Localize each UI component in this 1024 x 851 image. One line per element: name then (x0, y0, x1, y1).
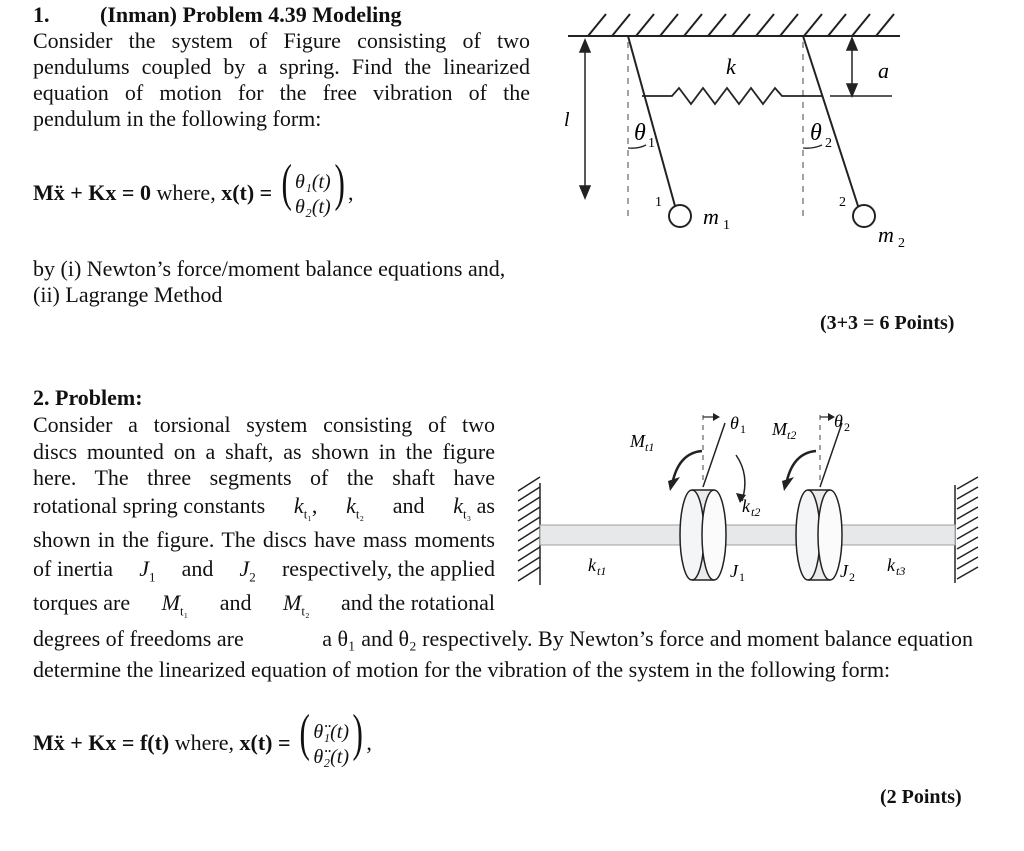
theta1-label: θ (634, 120, 646, 146)
eq2-entry-1: θ̈₁(t) (313, 720, 350, 743)
problem2-line-6 (33, 556, 495, 590)
problem2-title: 2. Problem: (33, 385, 143, 410)
problem1-points: (3+3 = 6 Points) (820, 312, 955, 334)
J2-inline-symbol: J (239, 556, 250, 581)
theta2-angle-arrow (820, 413, 835, 421)
eq1-xdef: x(t) = (221, 180, 273, 205)
eq1-vector (295, 170, 331, 220)
Mt1-inline-symbol: M (161, 590, 180, 615)
J2-fig-sub: 2 (849, 570, 855, 584)
kt2-inline-symbol: k (346, 493, 356, 518)
theta1-fig-sub: 1 (740, 422, 746, 436)
eq2-left-paren: ( (299, 705, 310, 762)
left-wall (518, 477, 540, 585)
theta2-line (820, 423, 842, 487)
coupling-spring (642, 88, 822, 104)
problem2-line-7-text: torques are (33, 590, 131, 615)
eq1-trail: , (348, 180, 354, 205)
eq1-entry-1: θ₁(t) (295, 170, 331, 193)
J2-inline-sub: 2 (249, 569, 256, 585)
J1-inline (139, 556, 155, 590)
problem2-line-9: determine the linearized equation of motion for the vibration of the system in the following form: (33, 657, 891, 682)
eq1-lhs: Mẍ + Kx = 0 (33, 180, 151, 205)
problem1-number: 1. (33, 2, 50, 27)
J2-fig-label: J (840, 561, 848, 581)
problem2-line-8-text: degrees of freedoms are (33, 626, 244, 651)
Mt2-torque-arrow (782, 451, 816, 491)
problem2-line-3: here. The three segments of the shaft have (33, 465, 495, 490)
problem1-line-4: pendulum in the following form: (33, 106, 322, 131)
kt2-inline-sub: t₂ (355, 506, 364, 522)
eq2-entry-2: θ̈₂(t) (313, 745, 350, 768)
pendulum2-mass (853, 205, 875, 227)
eq2-vector (313, 720, 349, 770)
problem2-line-6-text: of inertia (33, 556, 114, 581)
m2-sub: 2 (898, 236, 905, 251)
eq1-right-paren: ) (334, 155, 345, 212)
kt3-inline-symbol: k (453, 493, 463, 518)
Mt2-inline-symbol: M (283, 590, 302, 615)
eq1-left-paren: ( (281, 155, 292, 212)
problem2-line-4 (33, 493, 495, 527)
rod2-label: 2 (839, 195, 846, 210)
Mt1-inline (162, 590, 188, 624)
problem2-equation (33, 705, 372, 770)
eq2-right-paren: ) (352, 705, 363, 762)
ceiling-hatch (588, 14, 894, 36)
J1-fig-label: J (730, 561, 738, 581)
Mt1-inline-sub: t₁ (180, 603, 189, 619)
eq2-xdef: x(t) = (239, 730, 291, 755)
kt1-inline-symbol: k (293, 493, 304, 518)
problem1-line-3: equation of motion for the free vibration of the (33, 80, 530, 105)
J1-fig-sub: 1 (739, 570, 745, 584)
a-label: a (878, 58, 889, 83)
Mt2-fig-sub: t2 (787, 428, 797, 442)
disc-1 (680, 490, 726, 580)
J1-inline-symbol: J (139, 556, 149, 581)
Mt2-fig-label: M (772, 419, 787, 439)
theta2-label: θ (810, 120, 822, 146)
eq1-where: where, (156, 180, 216, 205)
and-rotational: and the rotational (341, 590, 495, 615)
J2-inline (240, 556, 256, 590)
m1-sub: 1 (723, 218, 730, 233)
shaft (540, 525, 955, 545)
Mt2-inline (283, 590, 309, 624)
right-wall (955, 477, 978, 583)
kt1-inline-sub: t₁ (303, 506, 312, 522)
m2-label: m (878, 222, 894, 247)
kt1-fig-label: k (588, 555, 596, 575)
problem1-method-1: by (i) Newton’s force/moment balance equations and, (33, 256, 506, 281)
problem1-method-2: (ii) Lagrange Method (33, 282, 223, 307)
kt3-fig-sub: t3 (896, 564, 906, 578)
problem1-line-2: pendulums coupled by a spring. Find the linearized (33, 54, 530, 79)
problem1-equation (33, 155, 354, 220)
eq1-entry-2: θ₂(t) (295, 195, 331, 218)
kt2-inline (346, 493, 364, 527)
respectively-applied: respectively, the applied (281, 556, 495, 581)
theta1-fig-label: θ (730, 413, 739, 433)
problem2-line-4-text: rotational spring constants (33, 493, 266, 518)
and2-word: and (181, 556, 214, 581)
theta2-fig-label: θ (834, 411, 843, 431)
pendulum1-mass (669, 205, 691, 227)
eq2-lhs: Mẍ + Kx = f(t) (33, 730, 170, 755)
and3-word: and (219, 590, 252, 615)
theta2-sub: 2 (825, 136, 832, 151)
disc-2 (796, 490, 842, 580)
J1-inline-sub: 1 (148, 569, 156, 585)
kt1-fig-sub: t1 (597, 564, 607, 578)
problem2-line-8 (33, 626, 973, 652)
eq2-trail: , (366, 730, 372, 755)
theta1-line (703, 423, 725, 487)
kt2-fig-sub: t2 (751, 505, 761, 519)
theta1-angle-arrow (703, 413, 720, 421)
spring-k-label: k (726, 54, 736, 79)
kt3-fig-label: k (887, 555, 895, 575)
kt3-inline-sub: t₃ (463, 506, 472, 522)
problem2-line-5: shown in the figure. The discs have mass moments (33, 527, 495, 552)
rod1-label: 1 (655, 195, 662, 210)
torsional-shaft-figure (510, 405, 1005, 610)
Mt1-torque-arrow (668, 451, 702, 491)
and-word: and (392, 493, 425, 518)
problem2-line-1: Consider a torsional system consisting of two (33, 412, 495, 437)
Mt1-fig-sub: t1 (645, 440, 655, 454)
theta2-fig-sub: 2 (844, 420, 850, 434)
coupled-pendulum-figure (560, 8, 910, 251)
problem2-line-7 (33, 590, 495, 624)
Mt2-inline-sub: t₂ (301, 603, 310, 619)
kt3-inline (453, 493, 495, 527)
problem2-points: (2 Points) (880, 786, 962, 808)
Mt1-fig-label: M (630, 431, 645, 451)
kt1-inline: $k_{t_1}$, (293, 493, 318, 522)
m1-label: m (703, 204, 719, 229)
length-dimension (580, 40, 590, 198)
problem2-line-2: discs mounted on a shaft, as shown in the figure (33, 439, 495, 464)
eq2-where: where, (174, 730, 235, 755)
problem1-line-1: Consider the system of Figure consisting of two (33, 28, 530, 53)
length-label: l (564, 109, 570, 131)
problem2-line-8-tail: a θ₁ and θ₂ respectively. By Newton’s force and moment balance equation (322, 626, 973, 651)
problem1-title: (Inman) Problem 4.39 Modeling (100, 2, 402, 27)
as-word: as (476, 493, 495, 518)
kt2-fig-label: k (742, 496, 750, 516)
theta1-sub: 1 (648, 136, 655, 151)
